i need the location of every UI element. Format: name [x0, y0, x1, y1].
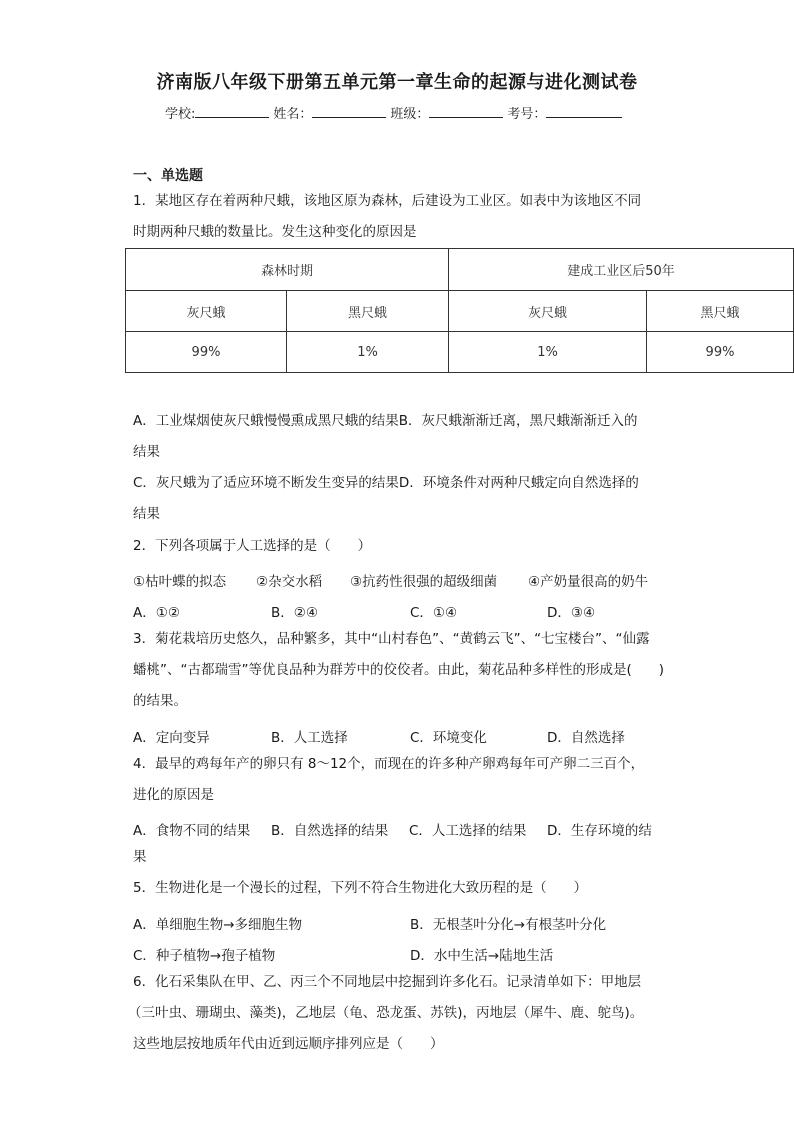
table-cell: 灰尺蛾 — [449, 291, 647, 332]
q1-option-a-b: A．工业煤烟使灰尺蛾慢慢熏成黑尺蛾的结果B．灰尺蛾渐渐迁离，黑尺蛾渐渐迁入的 — [133, 413, 638, 429]
q3-option: D．自然选择 — [547, 730, 625, 746]
q4-option: B．自然选择的结果 — [271, 823, 389, 839]
q6-stem-line2: （三叶虫、珊瑚虫、藻类)，乙地层（龟、恐龙蛋、苏铁)，丙地层（犀牛、鹿、鸵鸟)。 — [128, 1005, 644, 1021]
school-label: 学校: — [165, 107, 196, 122]
table-cell: 灰尺蛾 — [126, 291, 287, 332]
q2-item: ②杂交水稻 — [256, 574, 323, 590]
q3-option: B．人工选择 — [271, 730, 348, 746]
q2-items — [133, 570, 648, 590]
table-cell: 99% — [647, 332, 794, 373]
q6-stem-line3: 这些地层按地质年代由近到远顺序排列应是（ ） — [133, 1036, 444, 1052]
q1-option-c-d: C．灰尺蛾为了适应环境不断发生变异的结果D．环境条件对两种尺蛾定向自然选择的 — [133, 475, 639, 491]
q4-option-cont: 果 — [133, 849, 147, 865]
student-info-row — [165, 103, 626, 122]
table-row — [126, 332, 794, 373]
q1-option-b-cont: 结果 — [133, 444, 160, 460]
q2-option: B．②④ — [271, 605, 318, 621]
q2-option: A．①② — [133, 605, 180, 621]
q5-option: D．水中生活→陆地生活 — [410, 948, 554, 964]
q2-item: ④产奶量很高的奶牛 — [528, 574, 649, 590]
exam-number-label: 考号： — [507, 107, 547, 122]
table-header-industrial: 建成工业区后50年 — [449, 249, 794, 291]
q3-stem-line3: 的结果。 — [133, 693, 187, 709]
q2-item: ③抗药性很强的超级细菌 — [350, 574, 498, 590]
table-cell: 99% — [126, 332, 287, 373]
q5-option: A．单细胞生物→多细胞生物 — [133, 917, 303, 933]
q3-option: A．定向变异 — [133, 730, 210, 746]
q1-stem-line1: 1．某地区存在着两种尺蛾，该地区原为森林，后建设为工业区。如表中为该地区不同 — [133, 193, 642, 209]
table-header-forest: 森林时期 — [126, 249, 449, 291]
q5-options-row1 — [133, 913, 606, 933]
q4-option: A．食物不同的结果 — [133, 823, 251, 839]
class-label: 班级： — [390, 107, 430, 122]
q2-option: C．①④ — [410, 605, 458, 621]
name-blank — [312, 103, 386, 118]
table-cell: 黑尺蛾 — [287, 291, 449, 332]
q2-options — [133, 601, 595, 621]
q5-option: B．无根茎叶分化→有根茎叶分化 — [410, 917, 607, 933]
q5-stem: 5．生物进化是一个漫长的过程，下列不符合生物进化大致历程的是（ ） — [133, 880, 588, 896]
name-label: 姓名： — [273, 107, 313, 122]
q5-option: C．种子植物→孢子植物 — [133, 948, 276, 964]
table-cell: 1% — [449, 332, 647, 373]
q2-option: D．③④ — [547, 605, 596, 621]
q3-option: C．环境变化 — [410, 730, 487, 746]
q3-stem-line2: 蟠桃”、“古都瑞雪”等优良品种为群芳中的佼佼者。由此，菊花品种多样性的形成是( ) — [133, 662, 665, 678]
q5-options-row2 — [133, 944, 553, 964]
table-header-row — [126, 249, 794, 291]
exam-number-blank — [546, 103, 622, 118]
q3-options — [133, 726, 625, 746]
q6-stem-line1: 6．化石采集队在甲、乙、丙三个不同地层中挖掘到许多化石。记录清单如下：甲地层 — [133, 974, 642, 990]
q4-option: D．生存环境的结 — [547, 823, 652, 839]
q4-options — [133, 819, 652, 839]
q4-stem-line1: 4．最早的鸡每年产的卵只有 8～12个，而现在的许多种产卵鸡每年可产卵二三百个， — [133, 756, 645, 772]
table-cell: 1% — [287, 332, 449, 373]
school-blank — [195, 103, 269, 118]
q1-stem-line2: 时期两种尺蛾的数量比。发生这种变化的原因是 — [133, 224, 417, 240]
q4-stem-line2: 进化的原因是 — [133, 787, 214, 803]
page-title: 济南版八年级下册第五单元第一章生命的起源与进化测试卷 — [156, 72, 638, 93]
table-cell: 黑尺蛾 — [647, 291, 794, 332]
q2-stem: 2．下列各项属于人工选择的是（ ） — [133, 538, 372, 554]
section-heading: 一、单选题 — [133, 168, 203, 184]
moth-table — [125, 248, 794, 373]
table-row — [126, 291, 794, 332]
q2-item: ①枯叶蝶的拟态 — [133, 574, 227, 590]
q4-option: C．人工选择的结果 — [409, 823, 527, 839]
class-blank — [429, 103, 503, 118]
q3-stem-line1: 3．菊花栽培历史悠久，品种繁多，其中“山村春色”、“黄鹤云飞”、“七宝楼台”、“仙露 — [133, 631, 650, 647]
q1-option-d-cont: 结果 — [133, 506, 160, 522]
